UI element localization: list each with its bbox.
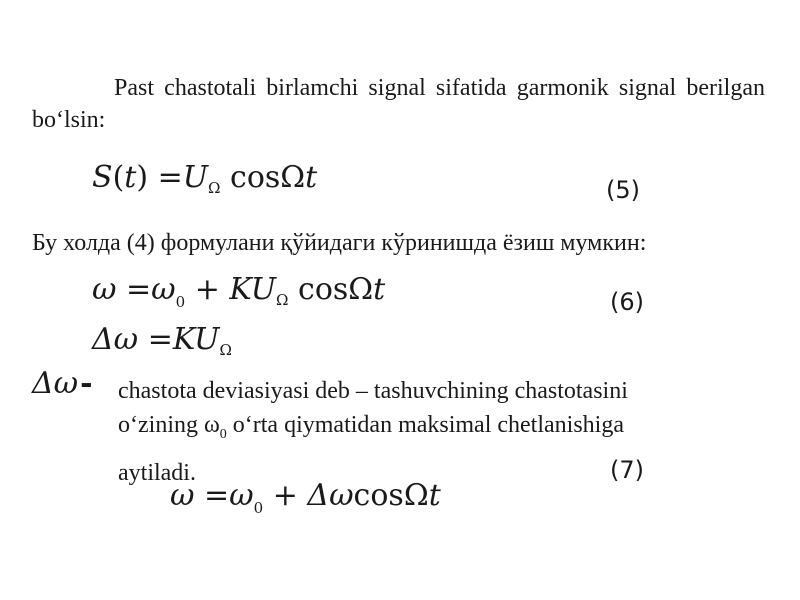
eq5-sub-omega: Ω — [208, 179, 221, 197]
eq6a-sub-omega: Ω — [276, 291, 289, 309]
eq7-omega-cap: Ω — [403, 478, 429, 513]
eq7-sub0: 0 — [253, 499, 264, 517]
eq6b-sub-omega: Ω — [219, 341, 232, 359]
definition-line-2-sub0: 0 — [219, 427, 227, 442]
eq5-t: t — [124, 160, 137, 195]
definition-line-2 — [118, 408, 698, 452]
eq7-plus: + — [272, 478, 298, 513]
definition-delta-omega: Δω — [32, 366, 79, 401]
definition-line-3: aytiladi. — [118, 460, 196, 486]
equation-5-number: (5) — [606, 176, 640, 204]
eq7-cos: cos — [353, 478, 404, 513]
eq6a-omega0: ω — [151, 272, 176, 307]
eq6b-delta-omega: Δω — [92, 322, 139, 357]
equation-5 — [92, 160, 317, 197]
equation-7-number: (7) — [610, 456, 644, 484]
equation-6-number: (6) — [610, 288, 644, 316]
eq6b-ku: KU — [172, 322, 220, 357]
eq7-delta-omega: Δω — [307, 478, 354, 513]
equation-6a — [92, 272, 385, 311]
equation-6b — [92, 322, 232, 359]
eq6a-t: t — [373, 272, 386, 307]
definition-dash: - — [80, 366, 93, 401]
eq7-omega: ω — [170, 478, 195, 513]
eq5-cos: cos — [230, 160, 281, 195]
eq6a-cos: cos — [298, 272, 349, 307]
eq7-t: t — [428, 478, 441, 513]
eq6a-equals: = — [126, 272, 152, 307]
eq5-open-paren: ( — [112, 160, 125, 195]
eq6a-omega-cap: Ω — [348, 272, 374, 307]
definition-line-1: chastota deviasiyasi deb – tashuvchining chastotasini — [118, 378, 628, 404]
eq5-omega: Ω — [280, 160, 306, 195]
eq6a-sub0: 0 — [175, 293, 186, 311]
eq5-u: U — [182, 160, 209, 195]
eq5-close-paren: ) — [136, 160, 149, 195]
definition-line-2-start: o‘zining ω — [118, 412, 220, 438]
eq7-omega0: ω — [229, 478, 254, 513]
eq5-t2: t — [305, 160, 318, 195]
eq6a-omega: ω — [92, 272, 117, 307]
eq6a-ku: KU — [229, 272, 277, 307]
eq6a-plus: + — [194, 272, 220, 307]
eq5-s: S — [92, 160, 113, 195]
equation-7 — [170, 478, 441, 517]
intro-paragraph: Past chastotali birlamchi signal sifatida garmonik signal berilgan bo‘lsin: — [32, 75, 765, 133]
eq5-equals: = — [157, 160, 183, 195]
definition-line-2-end: o‘rta qiymatidan maksimal chetlanishiga — [232, 412, 624, 438]
eq7-equals: = — [204, 478, 230, 513]
definition-symbol — [32, 366, 93, 401]
eq6b-equals: = — [147, 322, 173, 357]
cyrillic-paragraph: Бу холда (4) формулани қўйидаги кўринишда ёзиш мумкин: — [32, 230, 647, 256]
